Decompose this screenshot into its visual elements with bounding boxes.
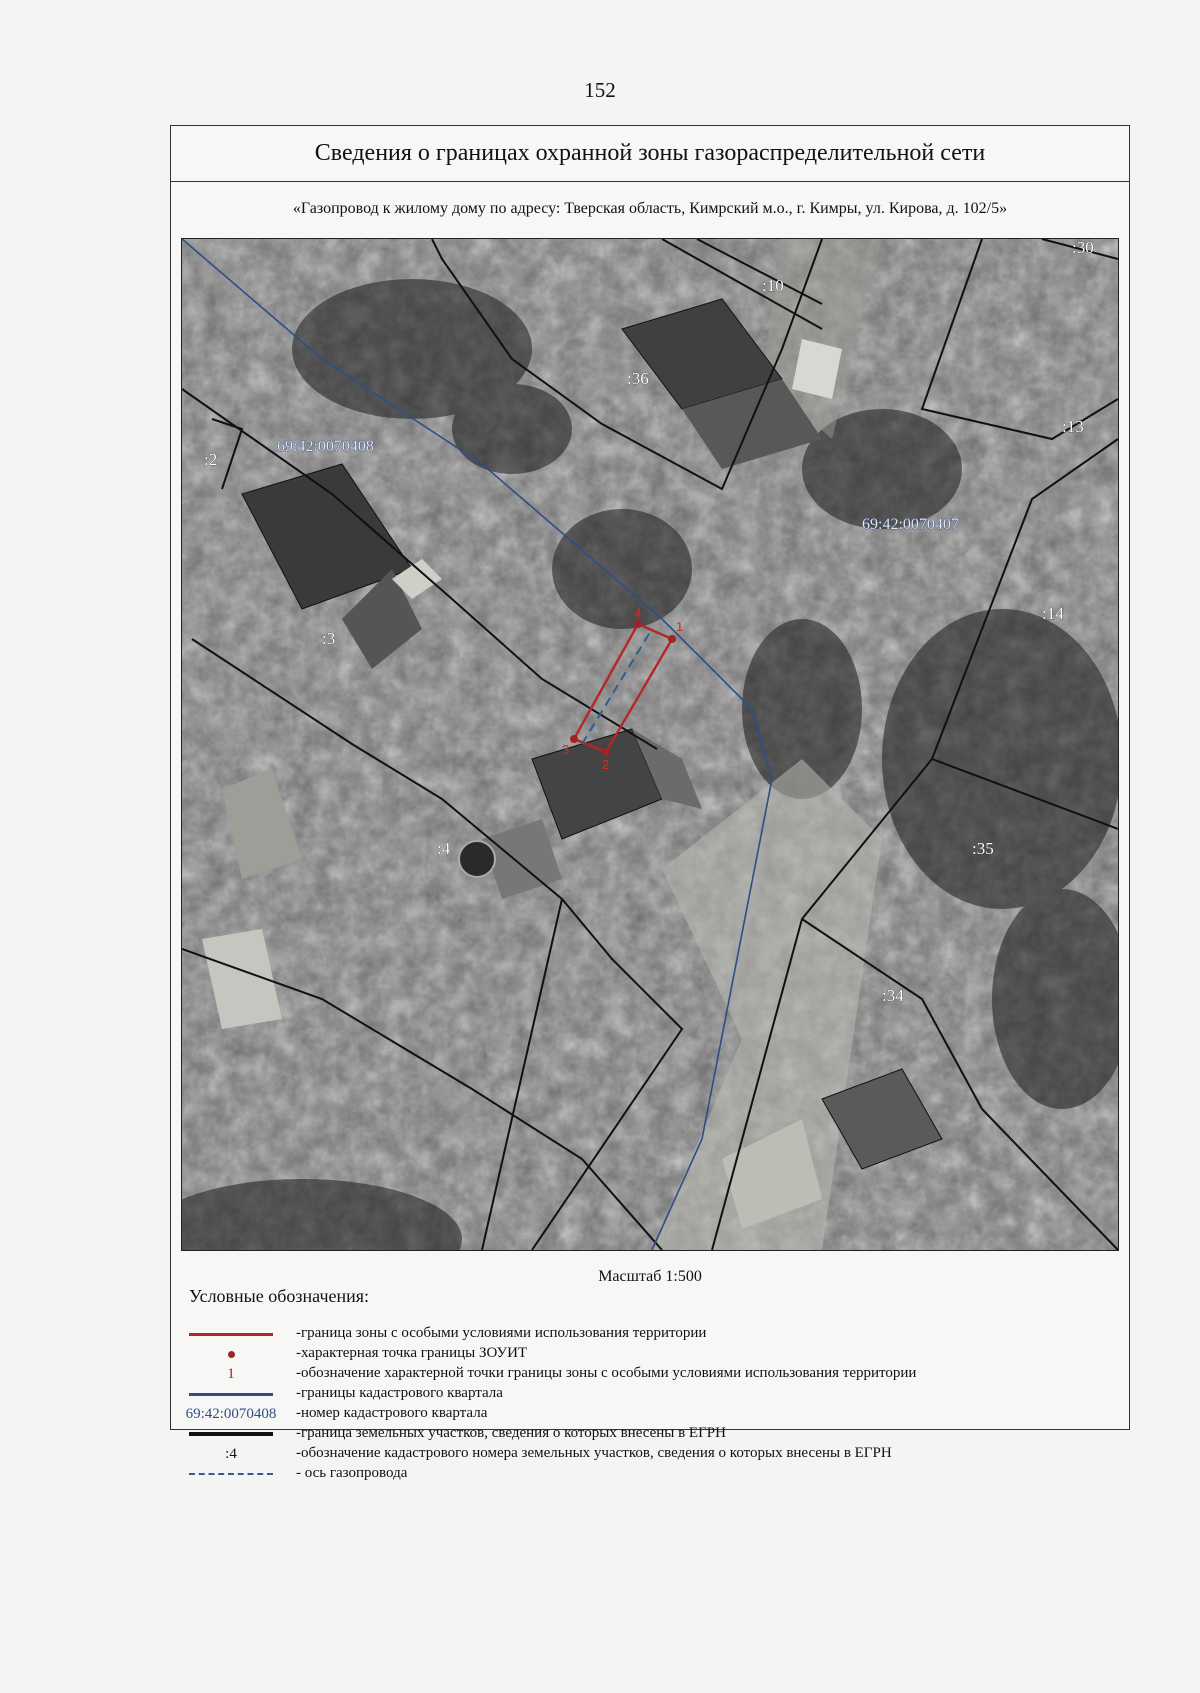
zone-point-1	[668, 635, 676, 643]
legend-item-gas-axis	[171, 1464, 1129, 1484]
legend-text: -граница зоны с особыми условиями использования территории	[296, 1325, 707, 1341]
parcel-label-34: :34	[882, 986, 904, 1005]
parcel-label-4: :4	[437, 839, 451, 858]
document-title: Сведения о границах охранной зоны газораспределительной сети	[171, 126, 1129, 182]
legend-item-zone-boundary	[171, 1324, 1129, 1344]
legend-symbol-black-line	[181, 1424, 281, 1444]
parcel-label-3: :3	[322, 629, 336, 648]
map-scale: Масштаб 1:500	[598, 1268, 702, 1285]
quarter-label-0070408: 69:42:0070408	[277, 438, 374, 455]
legend-symbol-blue-line	[181, 1384, 281, 1404]
document-frame	[170, 125, 1130, 1481]
legend-item-point-number	[171, 1364, 1129, 1384]
legend-symbol-red-dot	[181, 1344, 281, 1364]
legend-text: - ось газопровода	[296, 1465, 408, 1481]
zone-point-label-1: 1	[676, 619, 684, 634]
parcel-label-30: :30	[1072, 239, 1094, 257]
parcel-label-2: :2	[204, 450, 218, 469]
parcel-label-10: :10	[762, 276, 784, 295]
legend-symbol-parcel-number: :4	[225, 1445, 237, 1462]
legend-symbol-red-number: 1	[227, 1365, 235, 1382]
zone-point-2	[602, 748, 610, 756]
legend-symbol-dashed-line	[181, 1464, 281, 1484]
legend-text: -характерная точка границы ЗОУИТ	[296, 1345, 528, 1361]
map-svg	[182, 239, 1118, 1250]
zone-point-3	[570, 735, 578, 743]
aerial-map	[181, 238, 1119, 1251]
quarter-label-0070407: 69:42:0070407	[862, 516, 959, 533]
legend-symbol-red-line	[181, 1324, 281, 1344]
legend-symbol-blue-number: 69:42:0070408	[185, 1405, 277, 1422]
parcel-label-13: :13	[1062, 417, 1084, 436]
zone-point-4	[634, 620, 642, 628]
zone-point-label-2: 2	[602, 757, 610, 772]
zone-point-label-3: 3	[562, 742, 570, 757]
legend-item-zone-point	[171, 1344, 1129, 1364]
legend-title: Условные обозначения:	[189, 1286, 370, 1306]
document-subtitle: «Газопровод к жилому дому по адресу: Тверская область, Кимрский м.о., г. Кимры, ул. Кирова, д. 102/5»	[292, 199, 1008, 217]
legend-item-quarter-boundary	[171, 1384, 1129, 1404]
legend-text: -обозначение характерной точки границы зоны с особыми условиями использования территории	[296, 1365, 917, 1381]
parcel-label-35: :35	[972, 839, 994, 858]
parcel-label-36: :36	[627, 369, 649, 388]
legend-item-parcel-boundary	[171, 1424, 1129, 1444]
page-number: 152	[584, 78, 616, 102]
legend-item-quarter-number	[171, 1404, 1129, 1424]
legend-text: -номер кадастрового квартала	[296, 1405, 488, 1421]
parcel-label-14: :14	[1042, 604, 1064, 623]
legend-item-parcel-number	[171, 1444, 1129, 1464]
legend-text: -обозначение кадастрового номера земельных участков, сведения о которых внесены в ЕГРН	[296, 1445, 892, 1461]
zone-point-label-4: 4	[634, 605, 642, 620]
legend-text: -граница земельных участков, сведения о которых внесены в ЕГРН	[296, 1425, 726, 1441]
legend-text: -границы кадастрового квартала	[296, 1385, 503, 1401]
